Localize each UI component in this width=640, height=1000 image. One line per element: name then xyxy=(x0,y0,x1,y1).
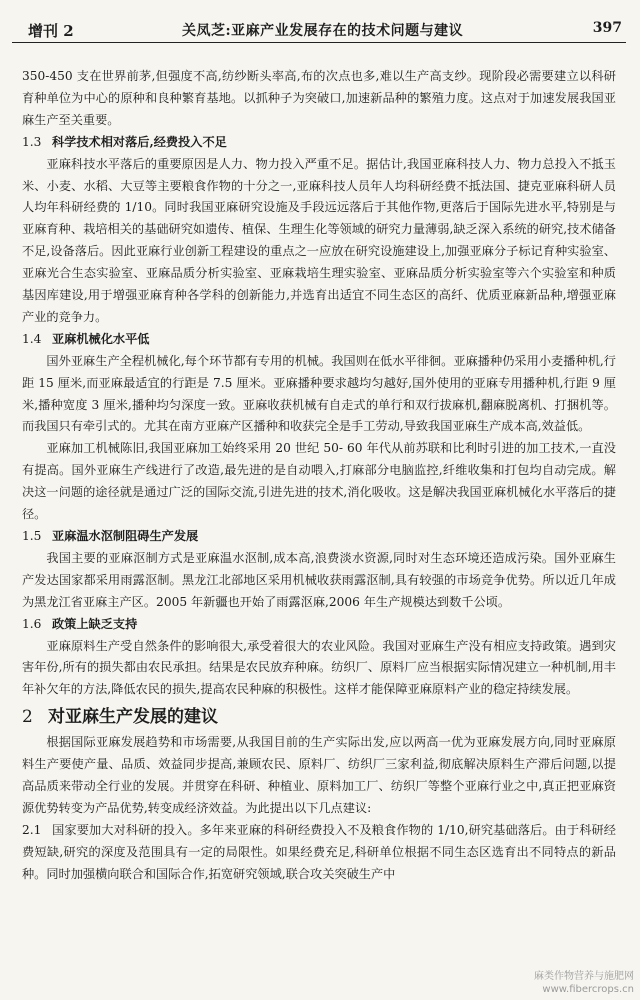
section-title: 亚麻机械化水平低 xyxy=(52,331,150,346)
paragraph: 我国主要的亚麻沤制方式是亚麻温水沤制,成本高,浪费淡水资源,同时对生态环境还造成污染。国外亚麻生产发达国家都采用雨露沤制。黑龙江北部地区采用机械收获雨露沤制,具有较强的市场竞争优势。所以近几年成为黑龙江省亚麻主产区。2005 年新疆也开始了雨露沤麻,2006 年生产规模达到数千公顷。 xyxy=(22,550,616,609)
section-heading-1-3 xyxy=(22,132,616,154)
section-title: 政策上缺乏支持 xyxy=(52,616,138,631)
section-number: 2.1 xyxy=(22,822,42,837)
section-heading-2 xyxy=(22,704,616,730)
section-title: 科学技术相对落后,经费投入不足 xyxy=(52,134,227,149)
section-heading-1-5 xyxy=(22,526,616,548)
watermark xyxy=(514,970,634,996)
section-number: 1.4 xyxy=(22,331,42,346)
section-number: 2 xyxy=(22,707,33,728)
paragraph: 亚麻加工机械陈旧,我国亚麻加工始终采用 20 世纪 50- 60 年代从前苏联和比利时引进的加工技术,一直没有提高。国外亚麻生产线进行了改造,最先进的是自动喂入,打麻部分电脑监控,纤维收集和打包均自动完成。解决这一问题的途径就是通过广泛的国际交流,引进先进的技术,消化吸收。这是解决我国亚麻机械化水平落后的捷径。 xyxy=(22,441,616,522)
paragraph: 亚麻原料生产受自然条件的影响很大,承受着很大的农业风险。我国对亚麻生产没有相应支持政策。遇到灾害年份,所有的损失都由农民承担。结果是农民放弃种麻。纺织厂、原料厂应当根据实际情况建立一种机制,用丰年补欠年的方法,降低农民的损失,提高农民种麻的积极性。这样才能保障亚麻原料产业的稳定持续发展。 xyxy=(22,638,616,697)
paragraph-intro: 350-450 支在世界前茅,但强度不高,纺纱断头率高,布的次点也多,难以生产高支纱。现阶段必需要建立以科研育种单位为中心的原种和良种繁育基地。以抓种子为突破口,加速新品种的繁殖力度。这点对于加速发展我国亚麻生产至关重要。 xyxy=(22,69,616,127)
running-title: 关凤芝:亚麻产业发展存在的技术问题与建议 xyxy=(182,23,464,39)
section-number: 1.6 xyxy=(22,616,42,631)
section-number: 1.5 xyxy=(22,529,42,543)
section-title: 对亚麻生产发展的建议 xyxy=(48,707,218,728)
watermark-name: 麻类作物营养与施肥网 xyxy=(534,971,634,982)
section-title: 亚麻温水沤制阻碍生产发展 xyxy=(52,529,199,543)
section-number: 1.3 xyxy=(22,134,42,149)
page-number: 397 xyxy=(592,20,622,36)
section-heading-1-6 xyxy=(22,614,616,636)
page-header xyxy=(12,16,626,43)
paragraph: 根据国际亚麻发展趋势和市场需要,从我国目前的生产实际出发,应以两高一优为亚麻发展方向,同时亚麻原料生产要使产量、品质、效益同步提高,兼顾农民、原料厂、纺织厂三家利益,彻底解决原料生产滞后问题,以提高品质来带动全行业的发展。并贯穿在科研、种植业、原料加工厂、纺织厂等整个亚麻行业之中,真正把亚麻资源优势转变为产品优势,转变成经济效益。为此提出以下几点建议: xyxy=(22,735,616,815)
paragraph-text: 国家要加大对科研的投入。多年来亚麻的科研经费投入不及粮食作物的 1/10,研究基础落后。由于科研经费短缺,研究的深度及范围具有一定的局限性。如果经费充足,科研单位根据不同生态区选育出不同特点的新品种。同时加强横向联合和国际合作,拓宽研究领域,联合攻关突破生产中 xyxy=(22,822,616,881)
paragraph: 国外亚麻生产全程机械化,每个环节都有专用的机械。我国则在低水平徘徊。亚麻播种仍采用小麦播种机,行距 15 厘米,而亚麻最适宜的行距是 7.5 厘米。亚麻播种要求越均匀越好,国外使用的亚麻专用播种机,行距 9 厘米,播种宽度 3 厘米,播种均匀深度一致。亚麻收获机械有自走式的单行和双行拔麻机,翻麻脱离机、打捆机等。而我国只有牵引式的。尤其在南方亚麻产区播种和收获完全是手工劳动,导致我国亚麻生产成本高,效益低。 xyxy=(22,353,616,434)
journal-issue-label: 增刊 2 xyxy=(28,22,74,40)
section-heading-1-4 xyxy=(22,329,616,351)
paragraph: 亚麻科技水平落后的重要原因是人力、物力投入严重不足。据估计,我国亚麻科技人力、物力总投入不抵玉米、小麦、水稻、大豆等主要粮食作物的十分之一,亚麻科技人员年人均科研经费不抵法国、捷克亚麻科研人员人均年科研经费的 1/10。同时我国亚麻研究设施及手段远远落后于其他作物,更落后于国际先进水平,特别是与亚麻育种、栽培相关的基础研究如遗传、植保、生理生化等领域的研究力量薄弱,缺乏深入系统的研究,技术储备不足,设备落后。因此亚麻行业创新工程建设的重点之一应放在研究设施建设上,加强亚麻分子标记育种实验室、亚麻光合生态实验室、亚麻品质分析实验室、亚麻栽培生理实验室、亚麻品质分析实验室等六个实验室和种质基因库建设,用于增强亚麻育种各学科的创新能力,并选育出适宜不同生态区的高纤、优质亚麻新品种,增强亚麻产业的竞争力。 xyxy=(22,156,616,324)
paragraph-2-1 xyxy=(22,820,616,886)
article-body xyxy=(22,66,616,886)
watermark-url: www.fibercrops.cn xyxy=(542,984,634,995)
